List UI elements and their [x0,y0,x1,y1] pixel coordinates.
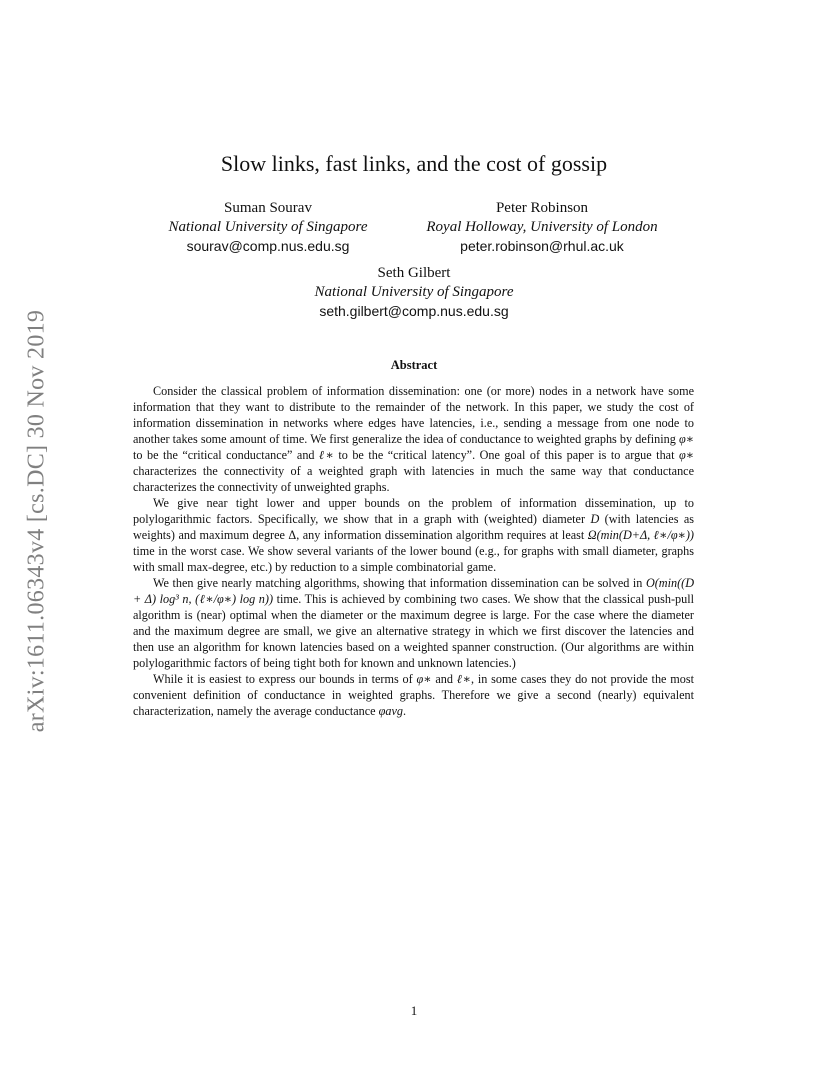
text-run: and [431,672,457,686]
arxiv-identifier: arXiv:1611.06343v4 [cs.DC] 30 Nov 2019 [23,309,50,733]
math-symbol: φ∗ [678,448,694,462]
author-block [280,264,548,321]
author-block [140,199,396,256]
text-run: characterizes the connectivity of a weighted graph with latencies in much the same way that conductance characterizes the connectivity of unweighted graphs. [133,464,694,494]
text-run: While it is easiest to express our bounds in terms of [153,672,417,686]
author-affiliation: National University of Singapore [168,219,368,235]
text-run: to be the “critical latency”. One goal of this paper is to argue that [333,448,679,462]
text-run: We give near tight lower and upper bounds on the problem of information dissemination, up to polylogarithmic factors. Specifically, we show that in a graph with (weighted) diameter [133,496,694,526]
paper-title: Slow links, fast links, and the cost of gossip [220,151,608,176]
text-run: We then give nearly matching algorithms, showing that information dissemination can be solved in [153,576,646,590]
abstract-paragraph [133,671,694,719]
author-email: peter.robinson@rhul.ac.uk [460,238,624,254]
author-block [407,199,677,256]
author-name: Suman Sourav [224,200,312,216]
author-name: Seth Gilbert [377,265,451,281]
text-run: to be the “critical conductance” and [133,448,320,462]
math-symbol: ℓ∗ [319,448,334,462]
text-run: time. This is achieved by combining two cases. We show that the classical push-pull algorithm is (near) optimal when the diameter or the maximum degree is large. For the case where the diameter and the maximum degree are small, we give an alternative strategy in which we first discover the latencies and then use an algorithm for known latencies based on a weighted spanner construction. (Our algorithms are within polylogarithmic factors of being tight both for known and unknown latencies.) [133,592,694,670]
math-symbol: φavg [378,704,403,718]
arxiv-side-stamp [23,283,51,759]
math-expression: Ω(min(D+Δ, ℓ∗/φ∗)) [587,528,694,542]
text-run: , in some cases they do not provide the most convenient definition of conductance in weighted graphs. Therefore we give a second (nearly) equivalent characterization, namely the average conductance [133,672,694,718]
abstract-heading: Abstract [390,358,438,372]
math-symbol: φ∗ [416,672,432,686]
text-run: . [402,704,407,718]
math-expression: O(min((D + Δ) log³ n, (ℓ∗/φ∗) log n)) [133,576,694,606]
text-run: (with latencies as weights) and maximum degree Δ, any information dissemination algorithm requires at least [133,512,695,542]
author-affiliation: National University of Singapore [314,284,514,300]
author-email: seth.gilbert@comp.nus.edu.sg [319,303,509,319]
author-affiliation: Royal Holloway, University of London [426,219,658,235]
author-name: Peter Robinson [495,200,589,216]
abstract-paragraph [133,495,694,575]
abstract-paragraph [133,575,694,671]
math-symbol: φ∗ [678,432,694,446]
page-number: 1 [410,1003,418,1018]
text-run: Consider the classical problem of information dissemination: one (or more) nodes in a network have some information that they want to distribute to the remainder of the network. In this paper, we study the cost of information dissemination in networks where edges have latencies, i.e., sending a message from one node to another takes some amount of time. We first generalize the idea of conductance to weighted graphs by defining [133,384,694,446]
abstract-body [133,383,694,719]
math-symbol: D [590,512,600,526]
math-symbol: ℓ∗ [456,672,471,686]
text-run: time in the worst case. We show several variants of the lower bound (e.g., for graphs with small diameter, graphs with small max-degree, etc.) by reduction to a simple combinatorial game. [133,544,694,574]
abstract-paragraph [133,383,694,495]
author-email: sourav@comp.nus.edu.sg [186,238,350,254]
